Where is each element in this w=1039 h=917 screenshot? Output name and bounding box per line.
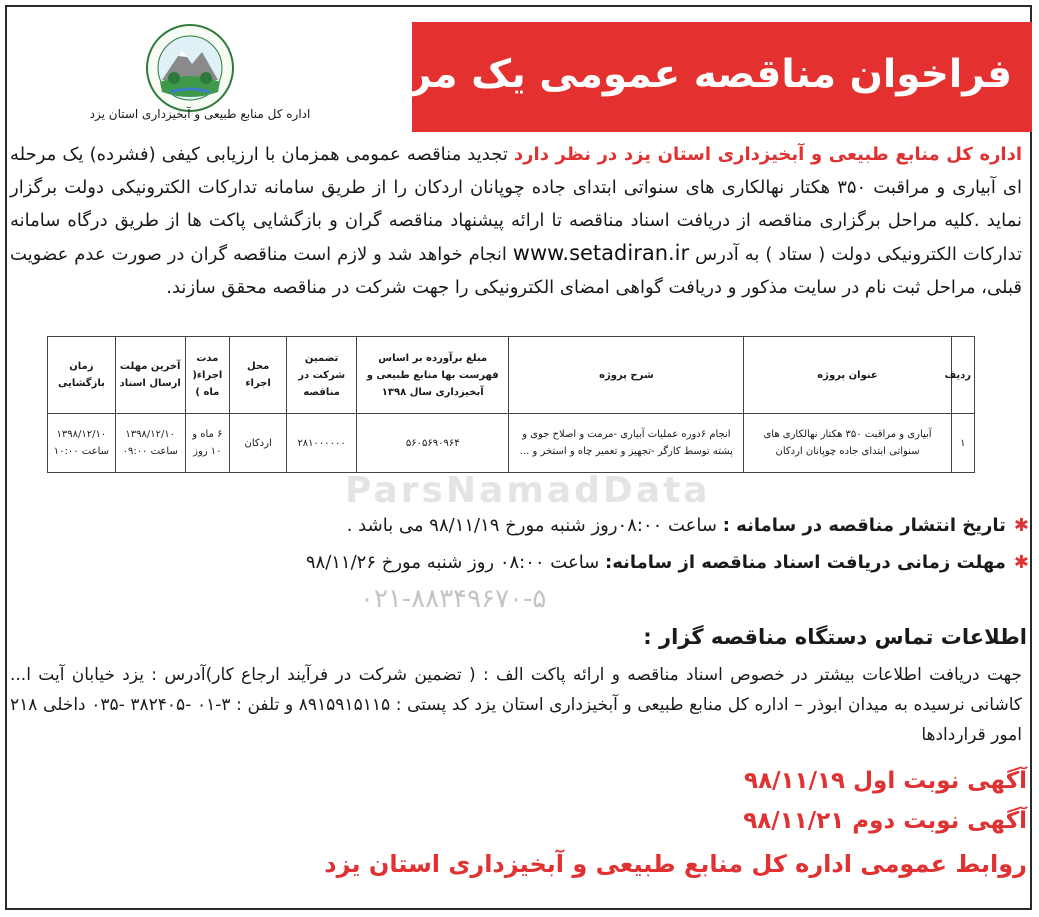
header-duration: مدت اجراء( ماه ) (185, 337, 229, 414)
cell-project-description: انجام ۶دوره عملیات آبیاری -مرمت و اصلاح جوی و پشته توسط کارگر -تجهیز و تعمیر چاه و استخر و ... (509, 414, 744, 473)
header-deadline: آخرین مهلت ارسال اسناد (115, 337, 185, 414)
header-project-title: عنوان پروژه (744, 337, 951, 414)
intro-text-2: انجام خواهد شد و لازم است مناقصه گران در صورت عدم عضویت قبلی، مراحل ثبت نام در سایت مذکور و دریافت گواهی امضای الکترونیکی را جهت شرکت در مناقصه محقق سازند. (10, 244, 1022, 298)
intro-paragraph (10, 138, 1022, 318)
cell-guarantee: ۲۸۱۰۰۰۰۰۰ (287, 414, 357, 473)
header-opening-time: زمان بازگشایی (48, 337, 116, 414)
intro-text-1: تجدید مناقصه عمومی همزمان با ارزیابی کیفی (فشرده) یک مرحله ای آبیاری و مراقبت ۳۵۰ هکتار نهالکاری های سنواتی ابتدای جاده چوپانان اردکان را از طریق سامانه تدارکات الکترونیکی دولت برگزار نماید .کلیه مراحل برگزاری مناقصه از دریافت اسناد مناقصه تا ارائه پیشنهاد مناقصه گران و بازگشایی پاکت ها از طریق درگاه سامانه تدارکات الکترونیکی دولت ( ستاد ) به آدرس (10, 144, 1023, 265)
cell-location: اردکان (230, 414, 287, 473)
contact-heading: اطلاعات تماس دستگاه مناقصه گزار : (643, 625, 1027, 649)
ad-title: فراخوان مناقصه عمومی یک مرحله ای (278, 52, 1012, 97)
cell-opening-time: ۱۳۹۸/۱۲/۱۰ ساعت ۱۰:۰۰ (48, 414, 116, 473)
header-guarantee: تضمین شرکت در مناقصه (287, 337, 357, 414)
deadline-label: مهلت زمانی دریافت اسناد مناقصه از سامانه: (605, 552, 1006, 573)
publish-date-label: تاریخ انتشار مناقصه در سامانه : (722, 515, 1006, 536)
natural-resources-logo-icon (140, 22, 240, 114)
cell-project-title: آبیاری و مراقبت ۳۵۰ هکتار نهالکاری های سنواتی ابتدای جاده چوپانان اردکان (744, 414, 951, 473)
table-header-row (48, 337, 975, 414)
star-icon: ✱ (1013, 552, 1029, 573)
cell-deadline: ۱۳۹۸/۱۲/۱۰ ساعت ۰۹:۰۰ (115, 414, 185, 473)
table-row (48, 414, 975, 473)
setadiran-link[interactable]: www.setadiran.ir (512, 241, 690, 265)
tender-table (47, 336, 975, 473)
first-notice: آگهی نوبت اول ۹۸/۱۱/۱۹ (744, 768, 1027, 794)
publish-date-line (347, 515, 1029, 536)
publish-date-value: ساعت ۰۸:۰۰روز شنبه مورخ ۹۸/۱۱/۱۹ می باشد . (346, 515, 723, 536)
cell-estimated-amount: ۵۶۰۵۶۹۰۹۶۴ (357, 414, 509, 473)
deadline-line (306, 552, 1029, 573)
cell-duration: ۶ ماه و ۱۰ روز (185, 414, 229, 473)
header-estimated-amount: مبلغ برآورده بر اساس فهرست بها منابع طبیعی و آبخیزداری سال ۱۳۹۸ (357, 337, 509, 414)
header-row-number: ردیف (951, 337, 974, 414)
second-notice: آگهی نوبت دوم ۹۸/۱۱/۲۱ (743, 808, 1027, 834)
title-banner (278, 22, 1032, 132)
header-location: محل اجراء (230, 337, 287, 414)
cell-row-number: ۱ (951, 414, 974, 473)
watermark-brand: ParsNamadData (345, 470, 711, 511)
header-project-description: شرح پروژه (509, 337, 744, 414)
intro-highlight: اداره کل منابع طبیعی و آبخیزداری استان یزد در نظر دارد (513, 144, 1023, 165)
star-icon: ✱ (1013, 515, 1029, 536)
org-caption: اداره کل منابع طبیعی و آبخیزداری استان یزد (89, 107, 311, 121)
contact-body: جهت دریافت اطلاعات بیشتر در خصوص اسناد مناقصه و ارائه پاکت الف : ( تضمین شرکت در فرآیند ارجاع کار)آدرس : یزد خیابان آیت ا... کاشانی نرسیده به میدان ابوذر – اداره کل منابع طبیعی و آبخیزداری استان یزد کد پستی : ۸۹۱۵۹۱۵۱۱۵ و تلفن : ۳-۰۱ -۳۸۲۴۰۵ -۰۳۵ داخلی ۲۱۸ امور قراردادها (10, 665, 1022, 745)
footer-public-relations: روابط عمومی اداره کل منابع طبیعی و آبخیزداری استان یزد (324, 850, 1027, 878)
watermark-phone: ۰۲۱-۸۸۳۴۹۶۷۰-۵ (360, 584, 547, 614)
deadline-value: ساعت ۰۸:۰۰ روز شنبه مورخ ۹۸/۱۱/۲۶ (305, 552, 605, 573)
